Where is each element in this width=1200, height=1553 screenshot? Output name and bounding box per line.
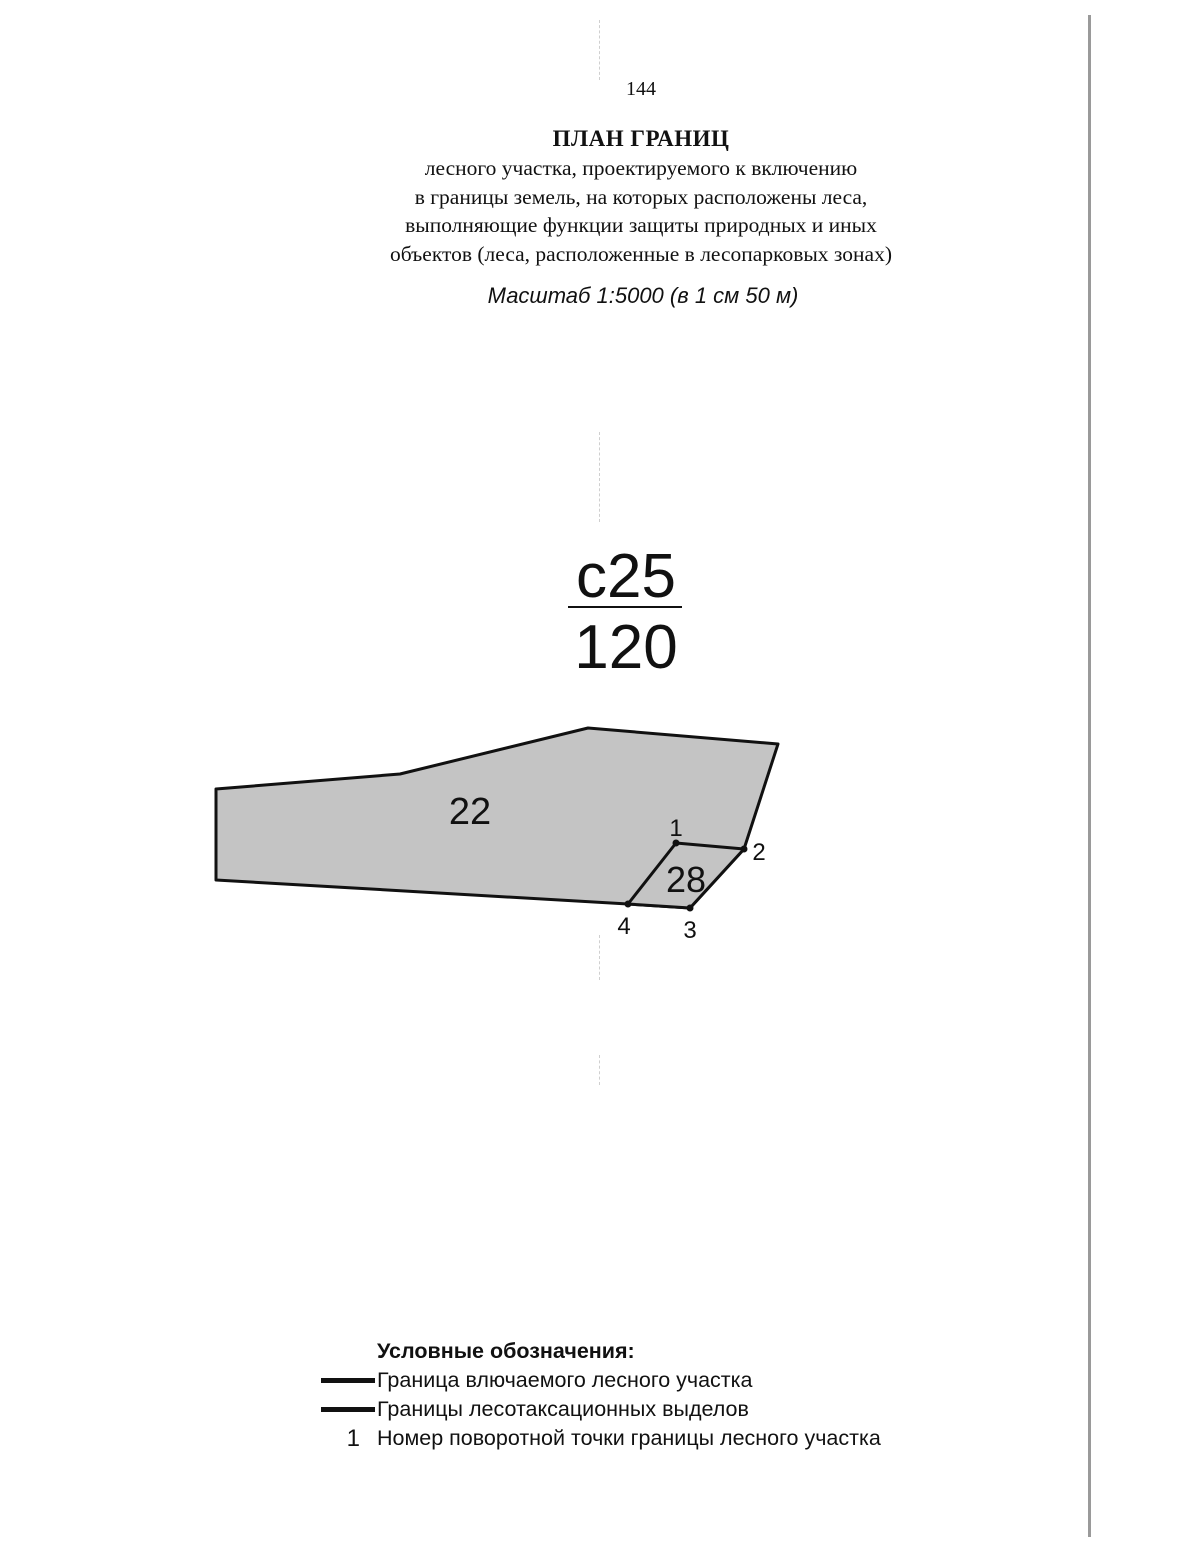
legend-item-label: Номер поворотной точки границы лесного участка bbox=[377, 1426, 881, 1450]
page-title: ПЛАН ГРАНИЦ bbox=[552, 126, 730, 151]
legend-item-label: Граница влючаемого лесного участка bbox=[377, 1368, 753, 1392]
point-label-3: 3 bbox=[683, 917, 697, 944]
legend-symbol bbox=[310, 1378, 377, 1383]
scale-label: Масштаб 1:5000 (в 1 см 50 м) bbox=[487, 283, 799, 308]
subtitle-line: в границы земель, на которых расположены леса, bbox=[414, 184, 868, 209]
legend-item bbox=[310, 1424, 1070, 1453]
quarter-label-bottom: 120 bbox=[574, 613, 678, 682]
turning-point-3 bbox=[687, 905, 694, 912]
page-number: 144 bbox=[626, 78, 656, 100]
legend-symbol bbox=[310, 1425, 377, 1453]
parcel-28-label: 28 bbox=[665, 859, 707, 900]
point-label-2: 2 bbox=[752, 839, 766, 866]
subtitle-line: выполняющие функции защиты природных и иных bbox=[405, 213, 877, 237]
point-number-symbol: 1 bbox=[346, 1424, 360, 1452]
legend-item-label: Границы лесотаксационных выделов bbox=[377, 1397, 749, 1421]
point-label-4: 4 bbox=[617, 913, 631, 940]
point-label-1: 1 bbox=[669, 815, 683, 842]
parcel-22-label: 22 bbox=[448, 791, 492, 833]
subtitle-line: лесного участка, проектируемого к включению bbox=[424, 156, 858, 180]
legend-item bbox=[310, 1395, 1070, 1424]
subtitle-line: объектов (леса, расположенные в лесопарковых зонах) bbox=[390, 241, 892, 266]
thick-line-icon bbox=[321, 1378, 375, 1383]
turning-point-4 bbox=[625, 901, 632, 908]
turning-point-2 bbox=[741, 846, 748, 853]
legend-item bbox=[310, 1366, 1070, 1395]
thick-line-icon bbox=[321, 1407, 375, 1412]
legend-symbol bbox=[310, 1407, 377, 1412]
quarter-label-top: с25 bbox=[576, 542, 676, 611]
legend-title: Условные обозначения: bbox=[377, 1339, 635, 1363]
legend bbox=[310, 1336, 1070, 1453]
